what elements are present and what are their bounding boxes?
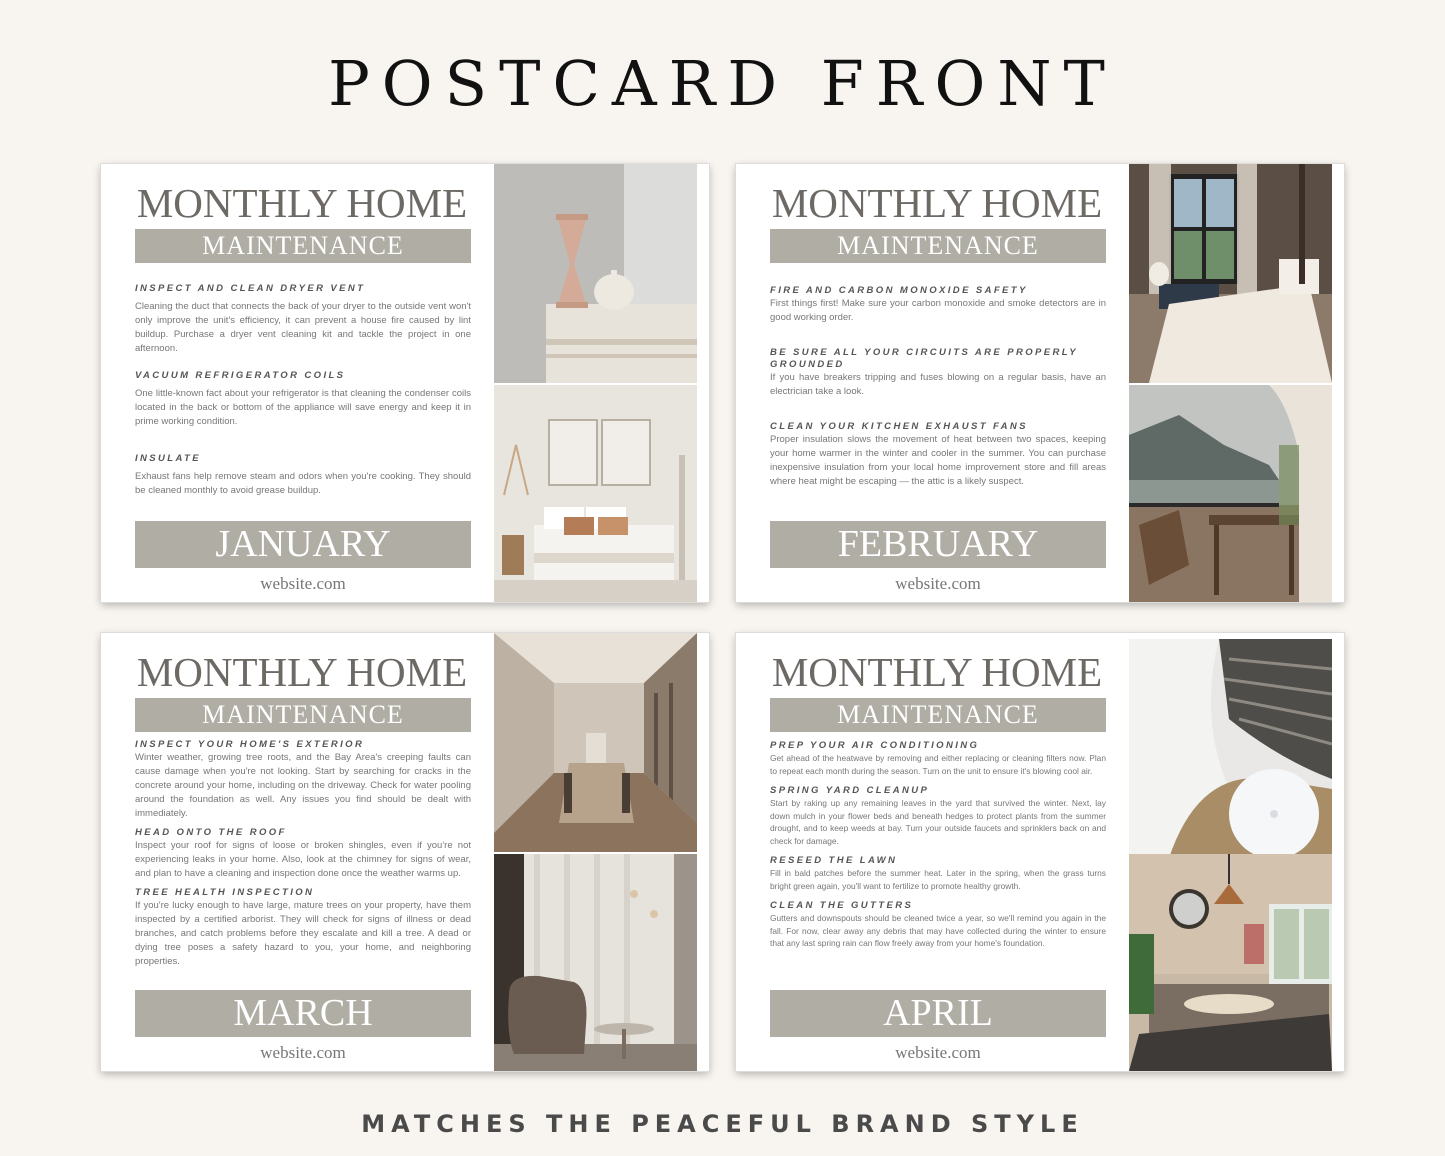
month-label: FEBRUARY (770, 521, 1106, 568)
section-title: BE SURE ALL YOUR CIRCUITS ARE PROPERLY GROUNDED (770, 347, 1078, 370)
bedroom-photo (494, 385, 697, 602)
page-tagline: MATCHES THE PEACEFUL BRAND STYLE (361, 1110, 1084, 1138)
section-title: RESEED THE LAWN (770, 855, 898, 866)
card-subheading: MAINTENANCE (770, 698, 1106, 732)
month-label: MARCH (135, 990, 471, 1037)
bedroom-window-photo (1129, 164, 1332, 383)
section-body: Get ahead of the heatwave by removing and either replacing or cleaning filters now. Plan to repeat each month during the season. Turn on the unit to ensure it's blowing cool air. (770, 753, 1106, 776)
section-title: PREP YOUR AIR CONDITIONING (770, 740, 980, 751)
section-body: Fill in bald patches before the summer heat. Later in the spring, when the grass turns bright green again, you'll want to fertilize to promote healthy growth. (770, 868, 1106, 891)
month-label: APRIL (770, 990, 1106, 1037)
section-title: INSPECT YOUR HOME'S EXTERIOR (135, 739, 365, 750)
section-title: INSPECT AND CLEAN DRYER VENT (135, 283, 366, 294)
section-title: SPRING YARD CLEANUP (770, 785, 930, 796)
armchair-curtain-photo (494, 854, 697, 1071)
section-body: Winter weather, growing tree roots, and the Bay Area's creeping faults can cause damage when you're not looking. Start by searching for cracks in the concrete around your home, including on the driveway. Check for water pooling around the foundation as well. Any issues you find should be dealt with immediately. (135, 752, 471, 819)
section-title: INSULATE (135, 453, 201, 464)
section-body: Exhaust fans help remove steam and odors when you're cooking. They should be cleaned monthly to avoid grease buildup. (135, 471, 471, 496)
section-4 (770, 900, 1106, 950)
dining-room-photo (1129, 854, 1332, 1071)
card-subheading: MAINTENANCE (135, 229, 471, 263)
card-subheading: MAINTENANCE (135, 698, 471, 732)
section-body: One little-known fact about your refrigerator is that cleaning the condenser coils located in the back or bottom of the appliance will save energy and keep it in prime working condition. (135, 388, 471, 427)
section-2 (770, 785, 1106, 847)
website-link[interactable]: website.com (895, 1043, 981, 1062)
section-1 (770, 740, 1106, 777)
month-label: JANUARY (135, 521, 471, 568)
card-margin (697, 164, 709, 602)
section-title: TREE HEALTH INSPECTION (135, 887, 315, 898)
hourglass-vase-photo (494, 164, 697, 383)
card-heading: MONTHLY HOME (771, 180, 1103, 226)
postcard-march (101, 633, 709, 1071)
card-heading: MONTHLY HOME (771, 649, 1103, 695)
section-2 (135, 827, 471, 881)
card-sections (135, 283, 471, 498)
website-link[interactable]: website.com (895, 574, 981, 593)
page-title: POSTCARD FRONT (328, 47, 1117, 120)
section-body: If you have breakers tripping and fuses blowing on a regular basis, have an electrician take a look. (770, 372, 1106, 397)
section-3 (135, 453, 471, 498)
section-body: Gutters and downspouts should be cleaned twice a year, so we'll remind you again in the fall. For now, clear away any debris that may have collected during the winter to ensure that any last spring rain can flow freely away from your home's foundation. (770, 913, 1106, 948)
section-body: First things first! Make sure your carbon monoxide and smoke detectors are in good working order. (770, 298, 1106, 323)
postcard-april (736, 633, 1344, 1071)
section-3 (770, 421, 1106, 489)
section-title: CLEAN THE GUTTERS (770, 900, 914, 911)
pillows-textiles-photo (1129, 639, 1332, 858)
mountain-terrace-photo (1129, 385, 1332, 602)
section-body: Proper insulation slows the movement of heat between two spaces, keeping your home warmer in the winter and cooler in the summer. You can purchase inexpensive insulation from your local home improvement store and fill areas where heat might be escaping — the attic is a likely suspect. (770, 434, 1106, 487)
section-body: Inspect your roof for signs of loose or broken shingles, even if you're not experiencing leaks in your home. Also, look at the chimney for signs of wear, and plan to have a cleaning and inspection done once the weather warms up. (135, 840, 471, 879)
section-title: VACUUM REFRIGERATOR COILS (135, 370, 346, 381)
section-body: Cleaning the duct that connects the back of your dryer to the outside vent won't only improve the unit's efficiency, it can prevent a house fire caused by lint buildup. Purchase a dryer vent cleaning kit and tackle the project in one afternoon. (135, 301, 471, 354)
card-margin (1332, 633, 1344, 1071)
card-subheading: MAINTENANCE (770, 229, 1106, 263)
dining-hall-photo (494, 633, 697, 852)
card-heading: MONTHLY HOME (136, 649, 468, 695)
section-2 (135, 370, 471, 429)
postcard-january (101, 164, 709, 602)
website-link[interactable]: website.com (260, 1043, 346, 1062)
section-title: HEAD ONTO THE ROOF (135, 827, 287, 838)
card-margin (1332, 164, 1344, 602)
section-3 (135, 887, 471, 969)
section-1 (770, 285, 1106, 325)
card-sections (770, 285, 1106, 489)
postcard-february (736, 164, 1344, 602)
website-link[interactable]: website.com (260, 574, 346, 593)
section-1 (135, 739, 471, 821)
section-2 (770, 347, 1106, 399)
section-title: CLEAN YOUR KITCHEN EXHAUST FANS (770, 421, 1028, 432)
section-3 (770, 855, 1106, 892)
card-heading: MONTHLY HOME (136, 180, 468, 226)
section-1 (135, 283, 471, 356)
section-body: If you're lucky enough to have large, mature trees on your property, have them inspected by a certified arborist. They will check for signs of illness or dead branches, and catch problems before they escalate and kill a tree. A dead or dying tree poses a safety hazard to you, your home, and neighboring properties. (135, 900, 471, 967)
card-sections (770, 740, 1106, 950)
section-body: Start by raking up any remaining leaves in the yard that survived the winter. Next, lay down mulch in your flower beds and beneath hedges to protect plants from the summer drought, and to keep weeds at bay. Turn your outside faucets and sprinklers back on and check for damage. (770, 798, 1106, 846)
section-title: FIRE AND CARBON MONOXIDE SAFETY (770, 285, 1028, 296)
card-sections (135, 739, 471, 969)
card-margin (697, 633, 709, 1071)
